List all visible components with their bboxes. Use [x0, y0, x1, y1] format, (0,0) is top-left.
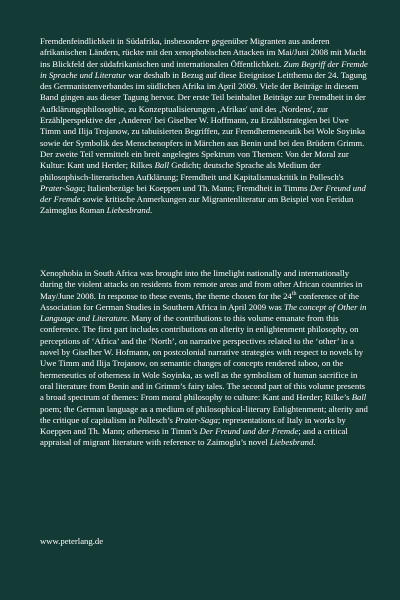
italic-title: Prater-Saga — [175, 414, 218, 425]
italic-title: Prater-Saga — [40, 182, 83, 193]
text-run: Gedicht; deutsche Sprache als Medium der philosophisch-literarischen Aufklärung; Fremdheit und Kapitalismuskritik in Pollesch's — [40, 160, 344, 182]
italic-title: Der Freund und der Fremde — [199, 426, 299, 437]
superscript: th — [291, 290, 297, 297]
italic-title: The concept of Other in Language and Literature — [40, 301, 367, 324]
text-run: ; and a critical appraisal of migrant literature with reference to Zaimoglu’s novel — [40, 426, 348, 448]
italic-title: Ball — [351, 392, 367, 403]
italic-title: Der Freund und der Fremde — [40, 182, 366, 205]
text-run: . — [313, 437, 316, 448]
text-run: . Many of the contributions to this volume emanate from this conference. The first part includes contributions on alterity in enlightenment philosophy, on perceptions of ‘Africa’ and the ‘North’, on narrative perspectives related to the ‘other’ in a novel by Giselher W. Hofmann, on postcolonial narrative strategies with respect to novels by Uwe Timm and Ilija Trojanow, on semantic changes of concepts rendered taboo, on the hermeneutics of otherness in Wole Soyinka, as well as the symbolism of human sacrifice in oral literature from Benin and in Grimm’s fairy tales. The second part of this volume presents a broad spectrum of themes: From moral philosophy to culture: Kant and Herder; Rilke’s — [40, 313, 366, 403]
text-run: conference of the Association for German Studies in Southern Africa in April 2009 was — [40, 290, 360, 312]
text-run: Xenophobia in South Africa was brought into the limelight nationally and internationally during the violent attacks on residents from remote areas and from other African countries in May/June 2008. In response to these events, the theme chosen for the 24 — [40, 268, 363, 301]
publisher-url[interactable]: www.peterlang.de — [40, 536, 104, 546]
text-run: . — [150, 205, 153, 216]
text-run: Fremdenfeindlichkeit in Südafrika, insbesondere gegenüber Migranten aus anderen afrikanischen Ländern, rückte mit den xenophobischen Attacken im Mai/Juni 2008 mit Macht ins Blickfeld der südafrikanischen und internationalen Öffentlichkeit. — [40, 36, 367, 69]
text-run: poem; the German language as a medium of philosophical-literary Enlightenment; alterity and the critique of capitalism in Pollesch’s — [40, 403, 368, 425]
text-run: ; Italienbezüge bei Koeppen und Th. Mann; Fremdheit in Timms — [82, 182, 310, 193]
italic-title: Ball — [154, 160, 170, 171]
italic-title: Liebesbrand — [269, 437, 314, 448]
text-run: ; representations of Italy in works by Koeppen and Th. Mann; otherness in Timm’s — [40, 414, 346, 437]
text-run: sowie kritische Anmerkungen zur Migrantenliteratur am Beispiel von Feridun Zaimoglus Roman — [40, 194, 354, 216]
blurb-english — [40, 268, 368, 449]
italic-title: Zum Begriff der Fremde in Sprache und Literatur — [40, 58, 368, 80]
blurb-german — [40, 36, 368, 217]
italic-title: Liebesbrand — [106, 205, 151, 216]
text-run: war deshalb in Bezug auf diese Ereignisse Leitthema der 24. Tagung des Germanistenverbandes im südlichen Afrika im April 2009. Viele der Beiträge in diesem Band gingen aus dieser Tagung hervor. Der erste Teil beinhaltet Beiträge zur Fremdheit in der Aufklärungsphilosophie, zu Konzeptualisierungen ‚Afrikas' und des ‚Nordens', zur Erzählperspektive der ‚Anderen' bei Giselher W. Hoffmann, zu Erzählstrategien bei Uwe Timm und Ilija Trojanow, zu tabuisierten Begriffen, zur Fremdhermeneutik bei Wole Soyinka sowie der Symbolik des Menschenopfers in Märchen aus Benin und bei den Brüdern Grimm. Der zweite Teil vermittelt ein breit angelegtes Spektrum von Themen: Von der Moral zur Kultur: Kant und Herder; Rilkes — [40, 69, 367, 171]
